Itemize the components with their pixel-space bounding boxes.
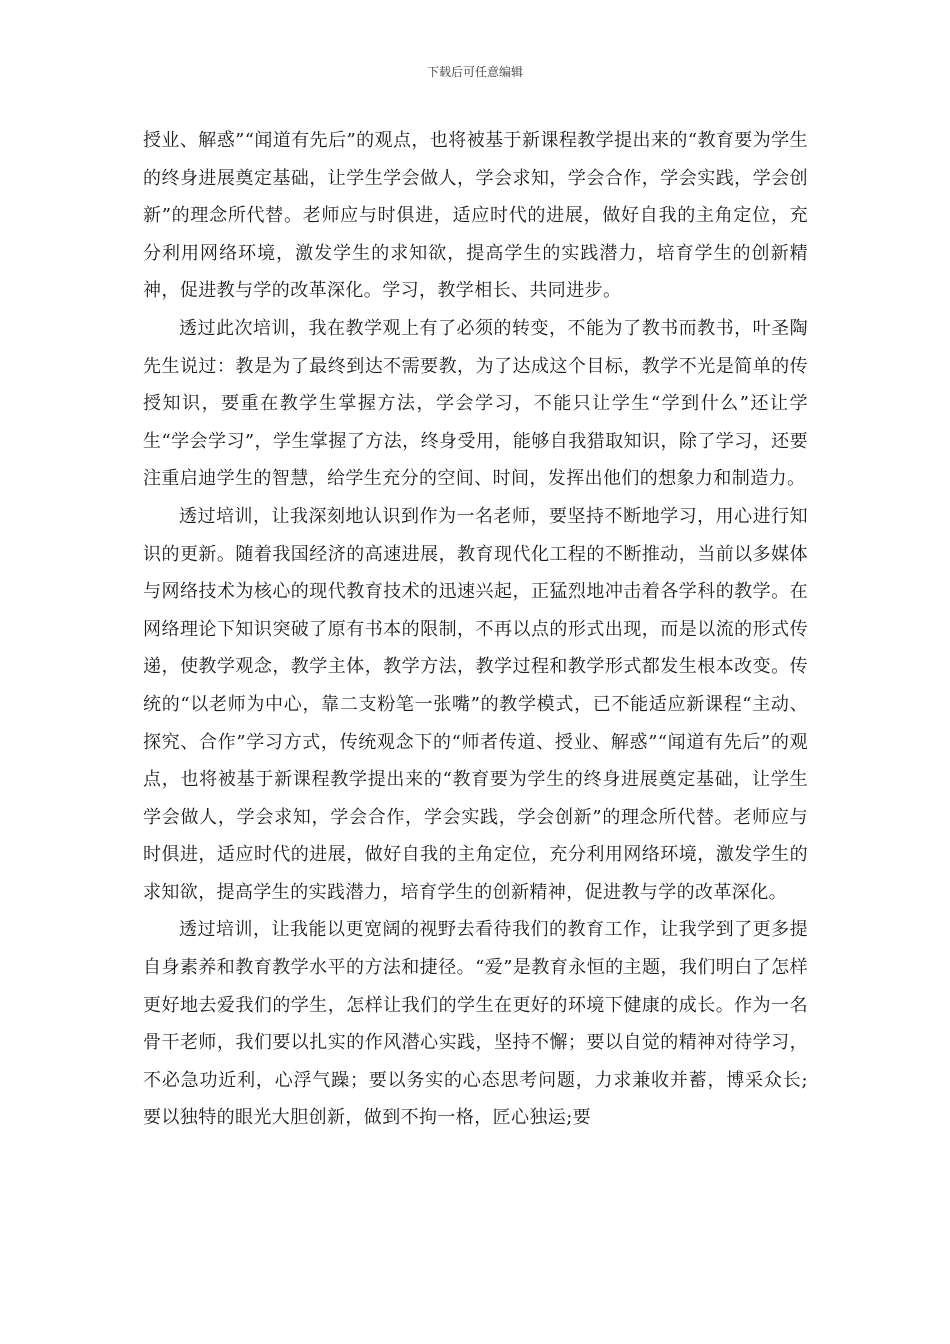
page-header: 下载后可任意编辑 xyxy=(426,65,523,79)
paragraph-1: 授业、解惑”“闻道有先后”的观点，也将被基于新课程教学提出来的“教育要为学生的终身进展奠定基础，让学生学会做人，学会求知，学会合作，学会实践，学会创新”的理念所代替。老师应与时俱进，适应时代的进展，做好自我的主角定位，充分利用网络环境，激发学生的求知欲，提高学生的实践潜力，培育学生的创新精神，促进教与学的改革深化。学习，教学相长、共同进步。 xyxy=(143,130,808,302)
document-body xyxy=(143,122,808,1137)
paragraph-2: 透过此次培训，我在教学观上有了必须的转变，不能为了教书而教书，叶圣陶先生说过：教是为了最终到达不需要教，为了达成这个目标，教学不光是简单的传授知识，要重在教学生掌握方法，学会学习，不能只让学生“学到什么”还让学生“学会学习”，学生掌握了方法，终身受用，能够自我猎取知识，除了学习，还要注重启迪学生的智慧，给学生充分的空间、时间，发挥出他们的想象力和制造力。 xyxy=(143,317,808,490)
paragraph-4: 透过培训，让我能以更宽阔的视野去看待我们的教育工作，让我学到了更多提自身素养和教育教学水平的方法和捷径。“爱”是教育永恒的主题，我们明白了怎样更好地去爱我们的学生，怎样让我们的学生在更好的环境下健康的成长。作为一名骨干老师，我们要以扎实的作风潜心实践，坚持不懈；要以自觉的精神对待学习，不必急功近利，心浮气躁；要以务实的心态思考问题，力求兼收并蓄，博采众长;要以独特的眼光大胆创新，做到不拘一格，匠心独运;要 xyxy=(143,919,808,1129)
paragraph-3: 透过培训，让我深刻地认识到作为一名老师，要坚持不断地学习，用心进行知识的更新。随着我国经济的高速进展，教育现代化工程的不断推动，当前以多媒体与网络技术为核心的现代教育技术的迅速兴起，正猛烈地冲击着各学科的教学。在网络理论下知识突破了原有书本的限制，不再以点的形式出现，而是以流的形式传递，使教学观念，教学主体，教学方法，教学过程和教学形式都发生根本改变。传统的“以老师为中心，靠二支粉笔一张嘴”的教学模式，已不能适应新课程“主动、探究、合作”学习方式，传统观念下的“师者传道、授业、解惑”“闻道有先后”的观点，也将被基于新课程教学提出来的“教育要为学生的终身进展奠定基础，让学生学会做人，学会求知，学会合作，学会实践，学会创新”的理念所代替。老师应与时俱进，适应时代的进展，做好自我的主角定位，充分利用网络环境，激发学生的求知欲，提高学生的实践潜力，培育学生的创新精神，促进教与学的改革深化。 xyxy=(143,505,808,903)
